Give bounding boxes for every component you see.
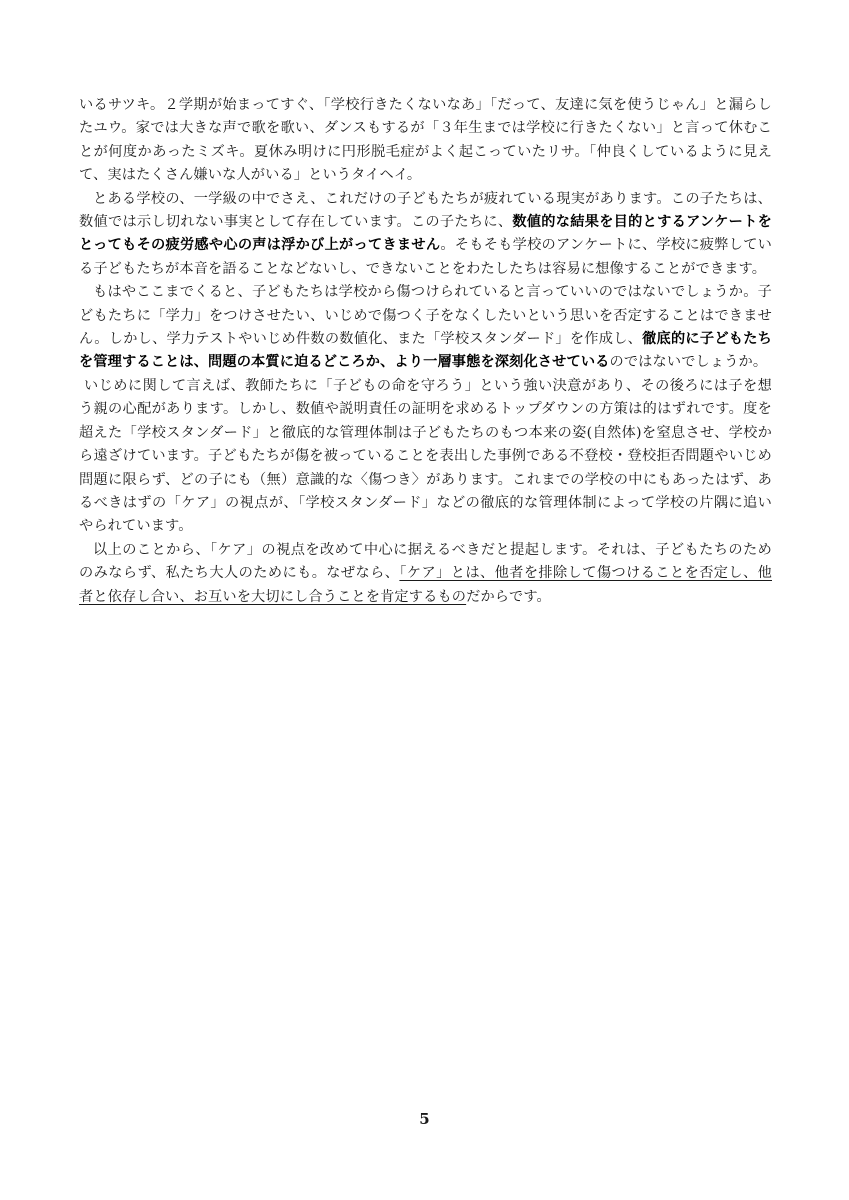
paragraph-text: もはやここまでくると、子どもたちは学校から傷つけられていると言っていいのではないでしょうか。子どもたちに「学力」をつけさせたい、いじめで傷つく子をなくしたいという思いを否定することはできません。しかし、学力テストやいじめ件数の数値化、また「学校スタンダード」を作成し、 xyxy=(79,284,772,348)
paragraph-text: いじめに関して言えば、教師たちに「子どもの命を守ろう」という強い決意があり、その後ろには子を想う親の心配があります。しかし、数値や説明責任の証明を求めるトップダウンの方策は的はずれです。度を超えた「学校スタンダード」と徹底的な管理体制は子どもたちのもつ本来の姿(自然体)を窒息させ、学校から遠ざけています。子どもたちが傷を被っていることを表出した事例である不登校・登校拒否問題やいじめ問題に限らず、どの子にも（無）意識的な〈傷つき〉があります。これまでの学校の中にもあったはず、あるべきはずの「ケア」の視点が、「学校スタンダード」などの徹底的な管理体制によって学校の片隅に追いやられています。 xyxy=(79,377,772,535)
emphasis-text: 徹底的に子どもたちを管理することは、問題の本質に迫るどころか、より一層事態を深刻化させている xyxy=(79,331,772,371)
paragraph-text: のではないでしょうか。 xyxy=(609,354,768,371)
paragraph-text: だからです。 xyxy=(466,588,551,605)
paragraph-text: とある学校の、一学級の中でさえ、これだけの子どもたちが疲れている現実があります。この子たちは、数値では示し切れない事実として存在しています。この子たちに、 xyxy=(79,190,772,231)
document-body xyxy=(79,94,772,609)
paragraph-conclusion xyxy=(79,539,772,609)
paragraph-survey xyxy=(79,188,772,282)
paragraph-text: いるサツキ。２学期が始まってすぐ、「学校行きたくないなあ」「だって、友達に気を使うじゃん」と漏らしたユウ。家では大きな声で歌を歌い、ダンスもするが「３年生までは学校に行きたくない」と言って休むことが何度かあったミズキ。夏休み明けに円形脱毛症がよく起こっていたリサ。「仲良くしているように見えて、実はたくさん嫌いな人がいる」というタイヘイ。 xyxy=(79,97,772,184)
paragraph-children-list xyxy=(79,94,772,188)
paragraph-text: 以上のことから、「ケア」の視点を改めて中心に据えるべきだと提起します。それは、子どもたちのためのみならず、私たち大人のためにも。なぜなら、 xyxy=(79,541,772,582)
emphasis-text: 数値的な結果を目的とするアンケートをとってもその疲労感や心の声は浮かび上がってきません xyxy=(79,214,772,254)
paragraph-school-harm xyxy=(79,281,772,375)
paragraph-text: 。そもそも学校のアンケートに、学校に疲弊している子どもたちが本音を語ることなどないし、できないことをわたしたちは容易に想像することができます。 xyxy=(79,237,772,277)
underlined-text: 「ケア」とは、他者を排除して傷つけることを否定し、他者と依存し合い、お互いを大切にし合うことを肯定するもの xyxy=(79,565,772,605)
paragraph-bullying xyxy=(79,375,772,539)
page-number: 5 xyxy=(419,1110,430,1128)
